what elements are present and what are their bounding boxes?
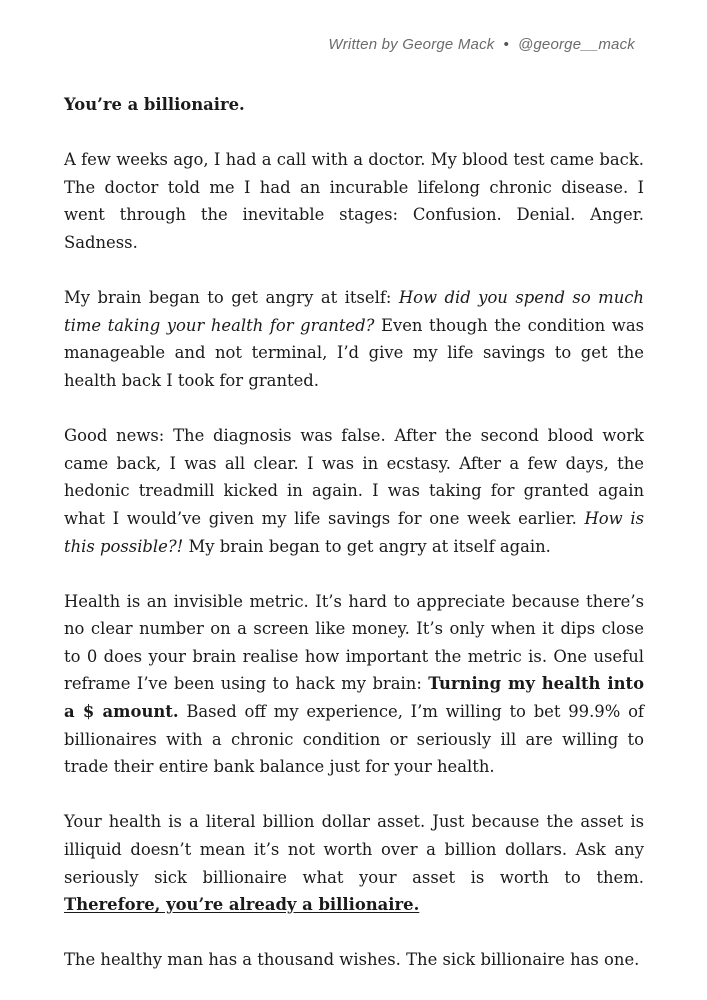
article-heading: You’re a billionaire. — [64, 95, 245, 114]
paragraph-5-conclusion: Therefore, you’re already a billionaire. — [64, 895, 420, 915]
paragraph-3 — [64, 422, 644, 560]
byline-handle: @george__mack — [517, 36, 635, 53]
byline-separator: • — [503, 36, 509, 53]
paragraph-2-italic: How did you spend so much time taking your health for granted? — [64, 288, 644, 335]
paragraph-6: The healthy man has a thousand wishes. The sick billionaire has one. — [64, 950, 640, 970]
paragraph-3-rest: My brain began to get angry at itself again. — [183, 536, 551, 556]
paragraph-5 — [64, 808, 644, 918]
byline — [328, 36, 635, 53]
paragraph-4-bold: Turning my health into a $ amount. — [64, 674, 645, 722]
paragraph-2-rest: Even though the condition was manageable and not terminal, I’d give my life savings to get the health back I took for granted. — [64, 315, 644, 390]
paragraph-3-italic: How is this possible?! — [64, 508, 644, 556]
paragraph-2-lead: My brain began to get angry at itself: — [64, 288, 399, 308]
byline-author: Written by George Mack — [328, 36, 495, 53]
paragraph-2 — [64, 284, 644, 394]
paragraph-3-lead: Good news: The diagnosis was false. After the second blood work came back, I was all clear. I was in ecstasy. After a few days, the hedonic treadmill kicked in again. I was taking for granted again what I would’ve given my life savings for one week earlier. — [64, 426, 644, 528]
paragraph-4-rest: Based off my experience, I’m willing to bet 99.9% of billionaires with a chronic condition or seriously ill are willing to trade their entire bank balance just for your health. — [64, 702, 645, 777]
paragraph-5-lead: Your health is a literal billion dollar asset. Just because the asset is illiquid doesn’t mean it’s not worth over a billion dollars. Ask any seriously sick billionaire what your asset is worth to them. — [64, 812, 644, 887]
paragraph-4-lead: Health is an invisible metric. It’s hard to appreciate because there’s no clear number on a screen like money. It’s only when it dips close to 0 does your brain realise how important the metric is. One useful reframe I’ve been using to hack my brain: — [64, 591, 644, 694]
paragraph-1: A few weeks ago, I had a call with a doctor. My blood test came back. The doctor told me I had an incurable lifelong chronic disease. I went through the inevitable stages: Confusion. Denial. Anger. Sadness. — [64, 150, 644, 252]
article-body — [64, 91, 644, 974]
paragraph-4 — [64, 588, 644, 781]
